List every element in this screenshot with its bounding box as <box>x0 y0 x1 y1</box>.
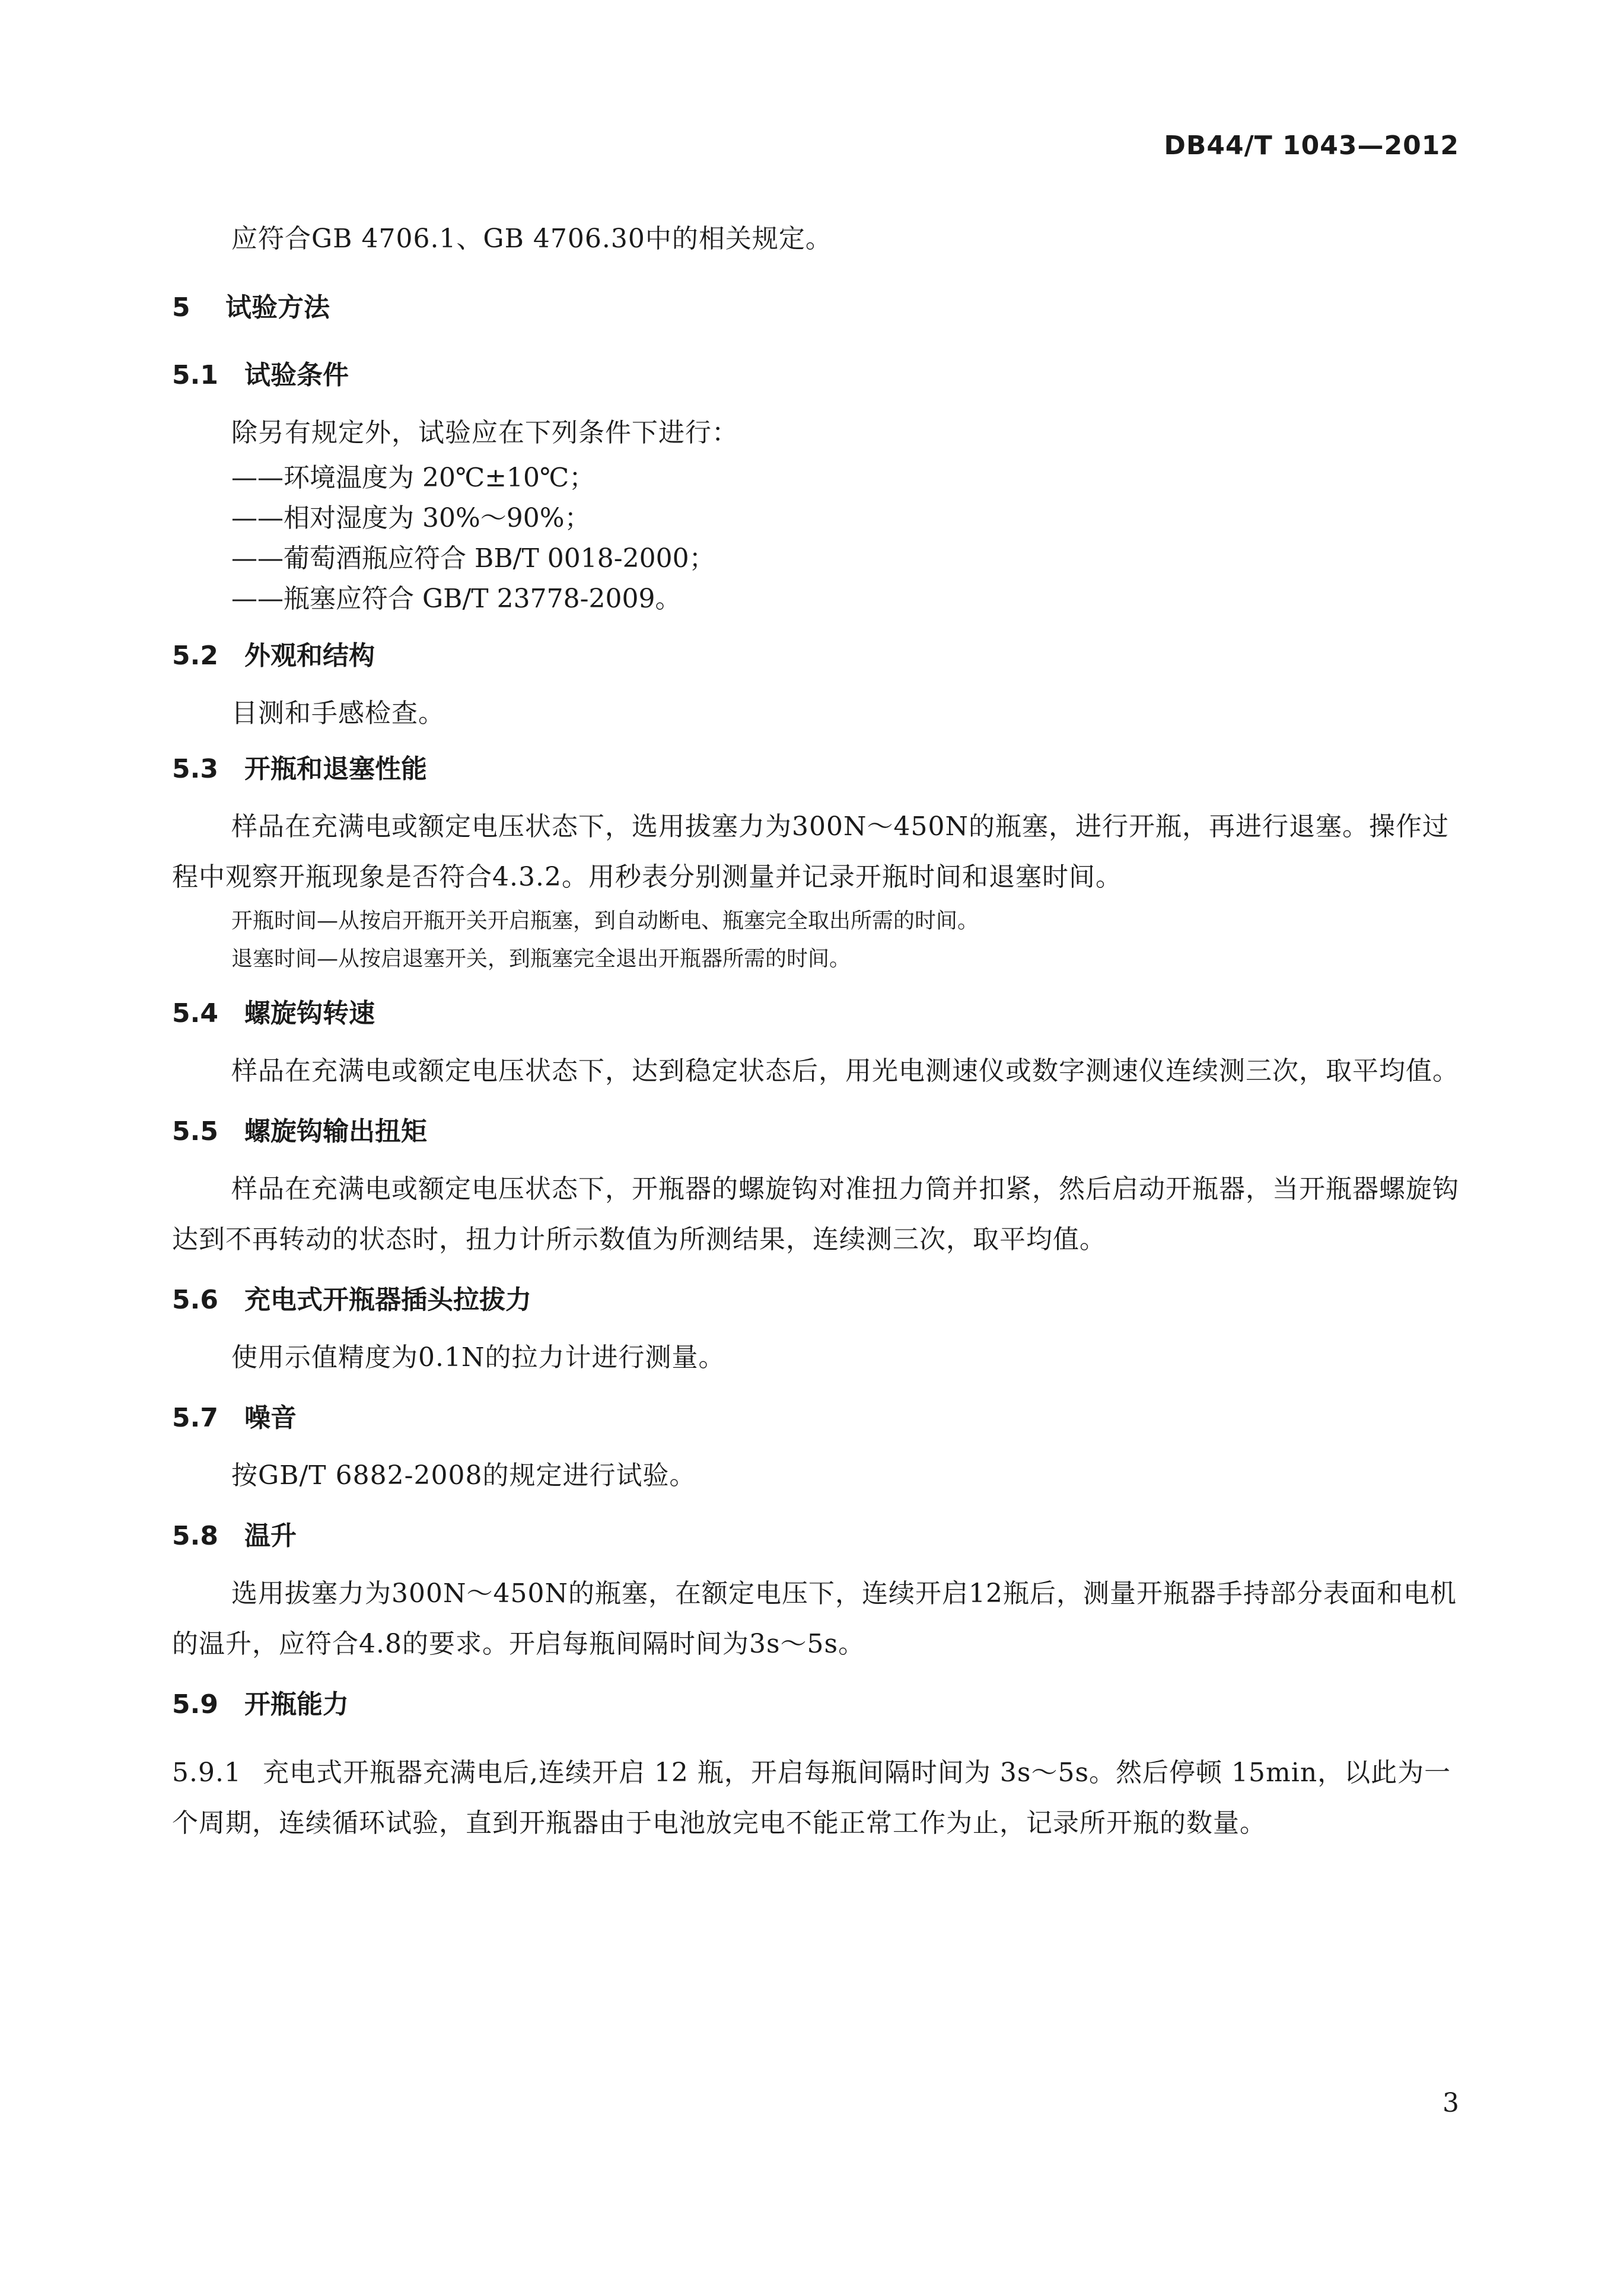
section-5-heading <box>172 289 1459 327</box>
section-title: 充电式开瓶器插头拉拔力 <box>244 1285 531 1315</box>
definition-note: 退塞时间—从按启退塞开关，到瓶塞完全退出开瓶器所需的时间。 <box>231 947 851 971</box>
section-title: 开瓶和退塞性能 <box>244 754 427 784</box>
section-5-7-text: 按GB/T 6882-2008的规定进行试验。 <box>231 1460 696 1491</box>
section-5-6-text: 使用示值精度为0.1N的拉力计进行测量。 <box>231 1342 725 1373</box>
section-title: 外观和结构 <box>244 641 375 671</box>
section-5-6-heading <box>172 1281 1459 1319</box>
definition-note: 开瓶时间—从按启开瓶开关开启瓶塞，到自动断电、瓶塞完全取出所需的时间。 <box>231 909 979 933</box>
clause-number: 5.9.1 <box>172 1758 241 1788</box>
section-5-1-heading <box>172 356 1459 394</box>
section-5-2-heading <box>172 637 1459 675</box>
section-5-4-text: 样品在充满电或额定电压状态下，达到稳定状态后，用光电测速仪或数字测速仪连续测三次，取平均值。 <box>231 1056 1459 1086</box>
section-number: 5.1 <box>172 360 218 390</box>
condition-item: ——葡萄酒瓶应符合 BB/T 0018-2000； <box>231 543 715 574</box>
section-5-3-heading <box>172 750 1459 788</box>
condition-item: ——环境温度为 20℃±10℃； <box>231 463 596 493</box>
section-5-3-text: 样品在充满电或额定电压状态下，选用拔塞力为300N～450N的瓶塞，进行开瓶，再进行退塞。操作过程中观察开瓶现象是否符合4.3.2。用秒表分别测量并记录开瓶时间和退塞时间。 <box>172 811 1449 892</box>
section-title: 噪音 <box>244 1403 297 1433</box>
document-code: DB44/T 1043—2012 <box>1164 130 1459 161</box>
section-5-5-heading <box>172 1113 1459 1151</box>
condition-item: ——瓶塞应符合 GB/T 23778-2009。 <box>231 584 682 614</box>
section-title: 温升 <box>244 1521 297 1551</box>
section-number: 5.2 <box>172 641 218 671</box>
section-number: 5.3 <box>172 754 218 784</box>
section-5-8-text: 选用拔塞力为300N～450N的瓶塞，在额定电压下，连续开启12瓶后，测量开瓶器手持部分表面和电机的温升，应符合4.8的要求。开启每瓶间隔时间为3s～5s。 <box>172 1578 1457 1659</box>
section-5-9-1-paragraph <box>172 1747 1459 1848</box>
section-title: 试验条件 <box>244 360 349 390</box>
section-title: 开瓶能力 <box>244 1689 349 1720</box>
page-number: 3 <box>1443 2088 1459 2118</box>
section-title: 螺旋钩转速 <box>244 998 375 1029</box>
intro-paragraph: 应符合GB 4706.1、GB 4706.30中的相关规定。 <box>231 224 832 254</box>
section-number: 5.8 <box>172 1521 218 1551</box>
section-5-2-text: 目测和手感检查。 <box>231 698 445 728</box>
section-number: 5.9 <box>172 1689 218 1720</box>
section-number: 5.6 <box>172 1285 218 1315</box>
section-number: 5 <box>172 292 190 323</box>
clause-text: 充电式开瓶器充满电后,连续开启 12 瓶，开启每瓶间隔时间为 3s～5s。然后停顿 15min，以此为一个周期，连续循环试验，直到开瓶器由于电池放完电不能正常工作为止，记录所开瓶的数量。 <box>172 1758 1451 1838</box>
section-5-8-heading <box>172 1517 1459 1555</box>
section-number: 5.4 <box>172 998 218 1029</box>
section-5-1-text: 除另有规定外，试验应在下列条件下进行： <box>231 418 738 448</box>
section-title: 试验方法 <box>225 292 330 323</box>
page-body <box>172 214 1459 1848</box>
section-5-7-heading <box>172 1399 1459 1437</box>
section-5-5-text: 样品在充满电或额定电压状态下，开瓶器的螺旋钩对准扭力筒并扣紧，然后启动开瓶器，当开瓶器螺旋钩达到不再转动的状态时，扭力计所示数值为所测结果，连续测三次，取平均值。 <box>172 1174 1459 1255</box>
section-5-4-heading <box>172 995 1459 1033</box>
condition-item: ——相对湿度为 30%～90%； <box>231 503 591 533</box>
section-number: 5.7 <box>172 1403 218 1433</box>
section-5-9-heading <box>172 1686 1459 1724</box>
section-number: 5.5 <box>172 1116 218 1147</box>
section-title: 螺旋钩输出扭矩 <box>244 1116 427 1147</box>
